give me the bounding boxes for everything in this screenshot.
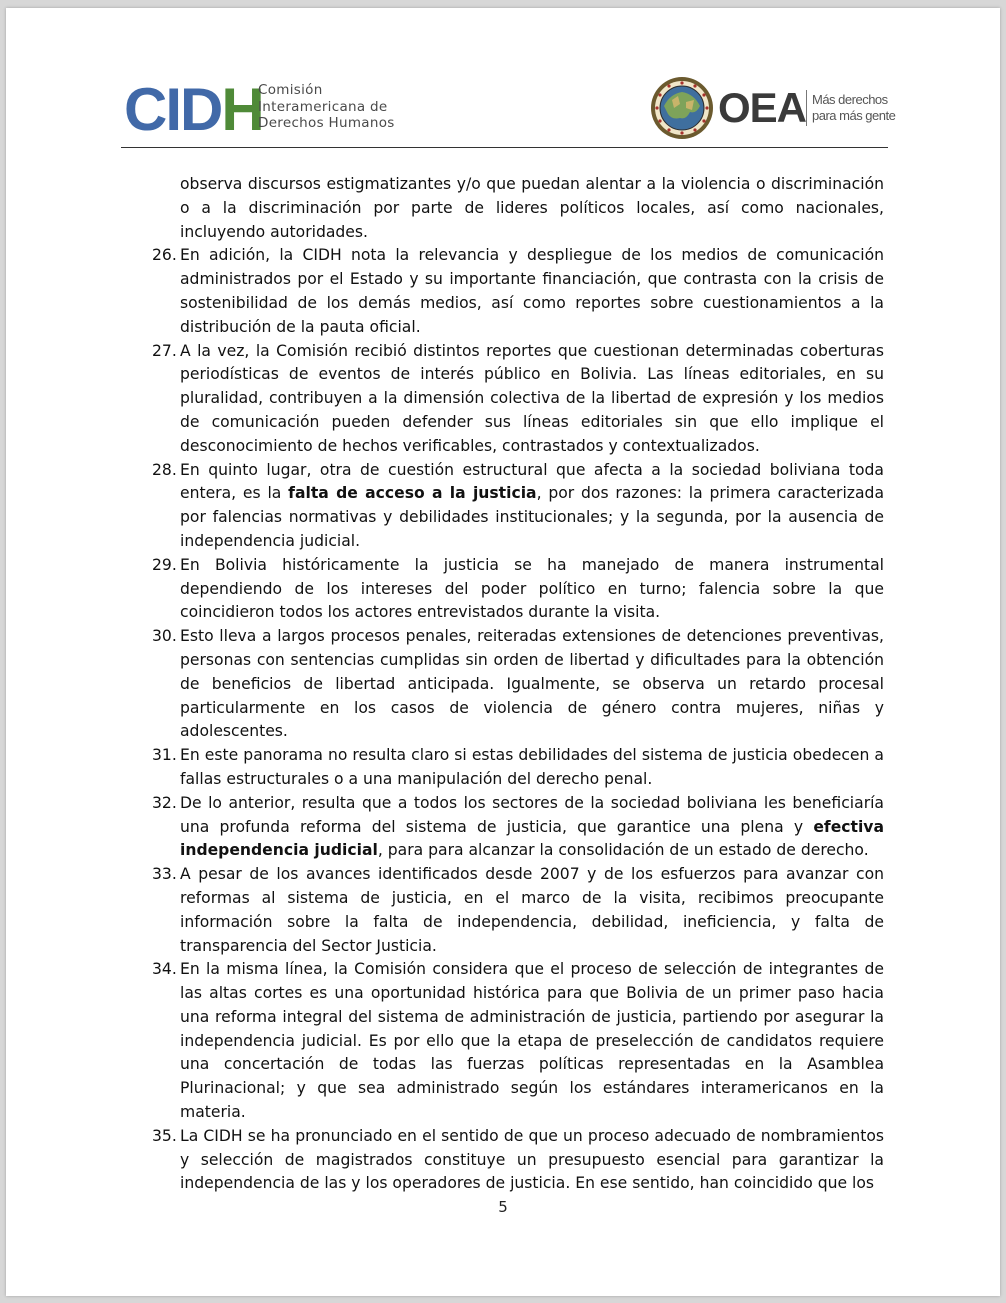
document-page <box>6 8 1000 1296</box>
cidh-name-line1: Comisión <box>258 82 323 98</box>
oea-tagline-line1: Más derechos <box>812 92 888 107</box>
paragraph-text-emphasis: efectiva independencia judicial <box>180 817 884 860</box>
paragraph-text: A la vez, la Comisión recibió distintos reportes que cuestionan determinadas coberturas periodísticas de eventos de interés público en Bolivia. Las líneas editoriales, en su pluralidad, contribuyen a la dimensión colectiva de la libertad de expresión y los medios de comunicación pueden defender sus líneas editoriales sin que ello implique el desconocimiento de hechos verificables, contrastados y contextualizados. <box>180 341 884 455</box>
paragraph-text-after: , para para alcanzar la consolidación de un estado de derecho. <box>377 841 869 860</box>
paragraph-number: 33. <box>152 865 177 884</box>
cidh-name-line2: Interamericana de <box>258 98 388 115</box>
document-body <box>132 173 884 1196</box>
paragraph-number: 30. <box>152 627 177 646</box>
paragraph-28 <box>132 459 884 554</box>
cidh-name <box>258 82 418 132</box>
paragraph-29 <box>132 554 884 625</box>
paragraph-text: En este panorama no resulta claro si estas debilidades del sistema de justicia obedecen a fallas estructurales o a una manipulación del derecho penal. <box>180 746 884 788</box>
paragraph-text-before: De lo anterior, resulta que a todos los sectores de la sociedad boliviana les beneficiaría una profunda reforma del sistema de justicia, que garantice una plena y <box>180 793 884 836</box>
oea-logo-text: OEA <box>718 84 807 131</box>
paragraph-number: 31. <box>152 746 177 765</box>
cidh-logo-mark <box>124 76 263 143</box>
continuation-text: observa discursos estigmatizantes y/o que puedan alentar a la violencia o discriminación o a la discriminación por parte de lideres políticos locales, así como nacionales, incluyendo autoridades. <box>180 175 884 241</box>
paragraph-number: 27. <box>152 341 177 360</box>
paragraph-text <box>180 794 884 860</box>
paragraph-text: Esto lleva a largos procesos penales, reiteradas extensiones de detenciones preventivas, personas con sentencias cumplidas sin orden de libertad y dificultades para la obtención de beneficios de libertad anticipada. Igualmente, se observa un retardo procesal particularmente en los casos de violencia de género contra mujeres, niñas y adolescentes. <box>180 627 884 741</box>
page-header <box>6 8 1000 148</box>
cidh-logo-letters: CID <box>124 76 222 143</box>
paragraph-31 <box>132 744 884 792</box>
paragraph-text: En adición, la CIDH nota la relevancia y despliegue de los medios de comunicación administrados por el Estado y su importante financiación, que contrasta con la crisis de sostenibilidad de los demás medios, así como reportes sobre cuestionamientos a la distribución de la pauta oficial. <box>180 246 884 336</box>
continuation-paragraph <box>132 173 884 244</box>
paragraph-27 <box>132 340 884 459</box>
oea-tagline-line2: para más gente <box>812 108 896 123</box>
paragraph-26 <box>132 244 884 339</box>
oea-logo-divider <box>806 90 807 126</box>
oea-seal-icon <box>650 76 714 140</box>
cidh-name-line3: Derechos Humanos <box>258 115 395 131</box>
paragraph-text: En la misma línea, la Comisión considera que el proceso de selección de integrantes de las altas cortes es una oportunidad histórica para que Bolivia de un primer paso hacia una reforma integral del sistema de administración de justicia, partiendo por asegurar la independencia judicial. Es por ello que la etapa de preselección de candidatos requiere una concertación de todas las fuerzas políticas representadas en la Asamblea Plurinacional; y que sea administrado según los estándares interamericanos en la materia. <box>180 960 884 1122</box>
paragraph-text: La CIDH se ha pronunciado en el sentido de que un proceso adecuado de nombramientos y selección de magistrados constituye un presupuesto esencial para garantizar la independencia de las y los operadores de justicia. En ese sentido, han coincidido que los <box>180 1126 884 1193</box>
paragraph-number: 29. <box>152 555 177 574</box>
paragraph-35 <box>132 1125 884 1196</box>
paragraph-number: 35. <box>152 1126 177 1145</box>
paragraph-33 <box>132 863 884 958</box>
paragraph-text-emphasis: falta de acceso a la justicia <box>288 484 537 503</box>
cidh-logo-h: H <box>221 76 263 143</box>
oea-logo <box>650 76 896 140</box>
oea-tagline <box>812 92 902 124</box>
paragraph-text <box>180 461 884 550</box>
paragraph-number: 26. <box>152 246 177 265</box>
paragraph-text-before: En quinto lugar, otra de cuestión estructural que afecta a la sociedad boliviana toda entera, es la <box>180 460 884 503</box>
paragraph-number: 32. <box>152 793 177 812</box>
header-rule <box>121 147 888 148</box>
paragraph-30 <box>132 625 884 744</box>
paragraph-text: En Bolivia históricamente la justicia se ha manejado de manera instrumental dependiendo de los intereses del poder político en turno; falencia sobre la que coincidieron todos los actores entrevistados durante la visita. <box>180 555 884 622</box>
paragraph-34 <box>132 958 884 1125</box>
paragraph-text: A pesar de los avances identificados desde 2007 y de los esfuerzos para avanzar con reformas al sistema de justicia, en el marco de la visita, recibimos preocupante información sobre la falta de independencia, debilidad, ineficiencia, y falta de transparencia del Sector Justicia. <box>180 865 884 955</box>
paragraph-32 <box>132 792 884 863</box>
paragraph-number: 34. <box>152 960 177 979</box>
paragraph-number: 28. <box>152 460 177 479</box>
page-number: 5 <box>498 1198 508 1216</box>
paragraph-text-after: , por dos razones: la primera caracterizada por falencias normativas y debilidades institucionales; y la segunda, por la ausencia de independencia judicial. <box>180 484 884 550</box>
